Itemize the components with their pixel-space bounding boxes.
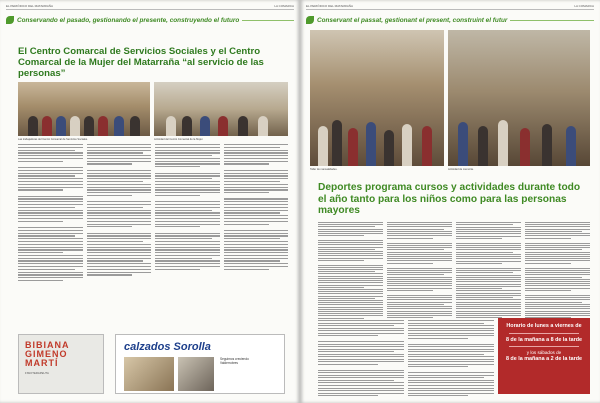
left-photo-2-caption: Actividad del Centro Comarcal de la Mujer. <box>154 138 204 141</box>
hours-line: y los sábados de <box>526 350 562 355</box>
text-column <box>456 222 521 318</box>
hours-line: Horario de lunes a viernes de <box>506 323 582 329</box>
banner-rule <box>510 20 594 21</box>
left-running-header <box>6 4 294 10</box>
leaf-icon <box>306 16 314 24</box>
hours-line: 8 de la mañana a 8 de la tarde <box>505 336 583 343</box>
text-column <box>408 320 494 396</box>
hours-line: 8 de la mañana a 2 de la tarde <box>505 356 583 362</box>
ad-subtitle: FISIOTERAPEUTA <box>25 371 49 375</box>
shoe-photo <box>178 357 214 391</box>
left-header-publication: EL PERIÓDICO DEL MATARRAÑA <box>6 4 54 8</box>
right-running-header <box>306 4 594 10</box>
right-headline: Deportes programa cursos y actividades durante todo el año tanto para los niños como para las personas mayores <box>318 182 581 216</box>
text-column <box>224 144 289 328</box>
right-photo-2-caption: Actividad de memoria. <box>448 168 474 171</box>
store-photo <box>124 357 174 391</box>
ad-name-line: GIMENO <box>25 349 68 359</box>
right-body-text-bottom <box>318 320 494 396</box>
right-photo-1 <box>310 30 444 166</box>
left-photo-2 <box>154 82 288 136</box>
ad-name <box>25 341 70 368</box>
right-page <box>300 0 600 403</box>
right-body-text-top <box>318 222 590 318</box>
left-photo-1 <box>18 82 150 136</box>
left-photo-1-caption: Las trabajadoras del Centro Comarcal de Servicios Sociales. <box>18 138 88 141</box>
opening-hours-ad <box>498 318 590 394</box>
text-column <box>387 222 452 318</box>
right-photo-2 <box>448 30 590 166</box>
text-column <box>155 144 220 328</box>
text-column <box>525 222 590 318</box>
leaf-icon <box>6 16 14 24</box>
left-section-banner <box>6 14 294 26</box>
left-header-section: LA COMARCA <box>274 4 294 8</box>
ad-divider <box>509 333 579 334</box>
left-body-text <box>18 144 288 328</box>
text-column <box>18 144 83 328</box>
shoe-store-ad <box>115 334 285 394</box>
store-details <box>220 357 280 365</box>
text-column <box>318 222 383 318</box>
store-logo: calzados Sorolla <box>124 341 211 353</box>
right-header-publication: EL PERIÓDICO DEL MATARRAÑA <box>306 4 354 8</box>
right-photo-1-caption: Taller de manualidades. <box>310 168 338 171</box>
ad-name-line: MARTÍ <box>25 358 59 368</box>
ad-name-line: BIBIANA <box>25 340 70 350</box>
text-column <box>87 144 152 328</box>
store-address: Valderrobres <box>220 361 239 365</box>
left-banner-text: Conservando el pasado, gestionando el presente, construyendo el futuro <box>17 16 240 24</box>
banner-rule <box>242 20 294 21</box>
right-header-section: LA COMARCA <box>574 4 594 8</box>
text-column <box>318 320 404 396</box>
right-section-banner <box>306 14 594 26</box>
ad-divider <box>509 346 579 347</box>
physiotherapist-ad <box>18 334 104 394</box>
right-banner-text: Conservant el passat, gestionant el present, construint el futur <box>317 16 508 24</box>
left-headline: El Centro Comarcal de Servicios Sociales y el Centro Comarcal de la Mujer del Matarraña “al servicio de las personas” <box>18 46 264 79</box>
store-tagline: Seguimos creciendo <box>220 357 249 361</box>
